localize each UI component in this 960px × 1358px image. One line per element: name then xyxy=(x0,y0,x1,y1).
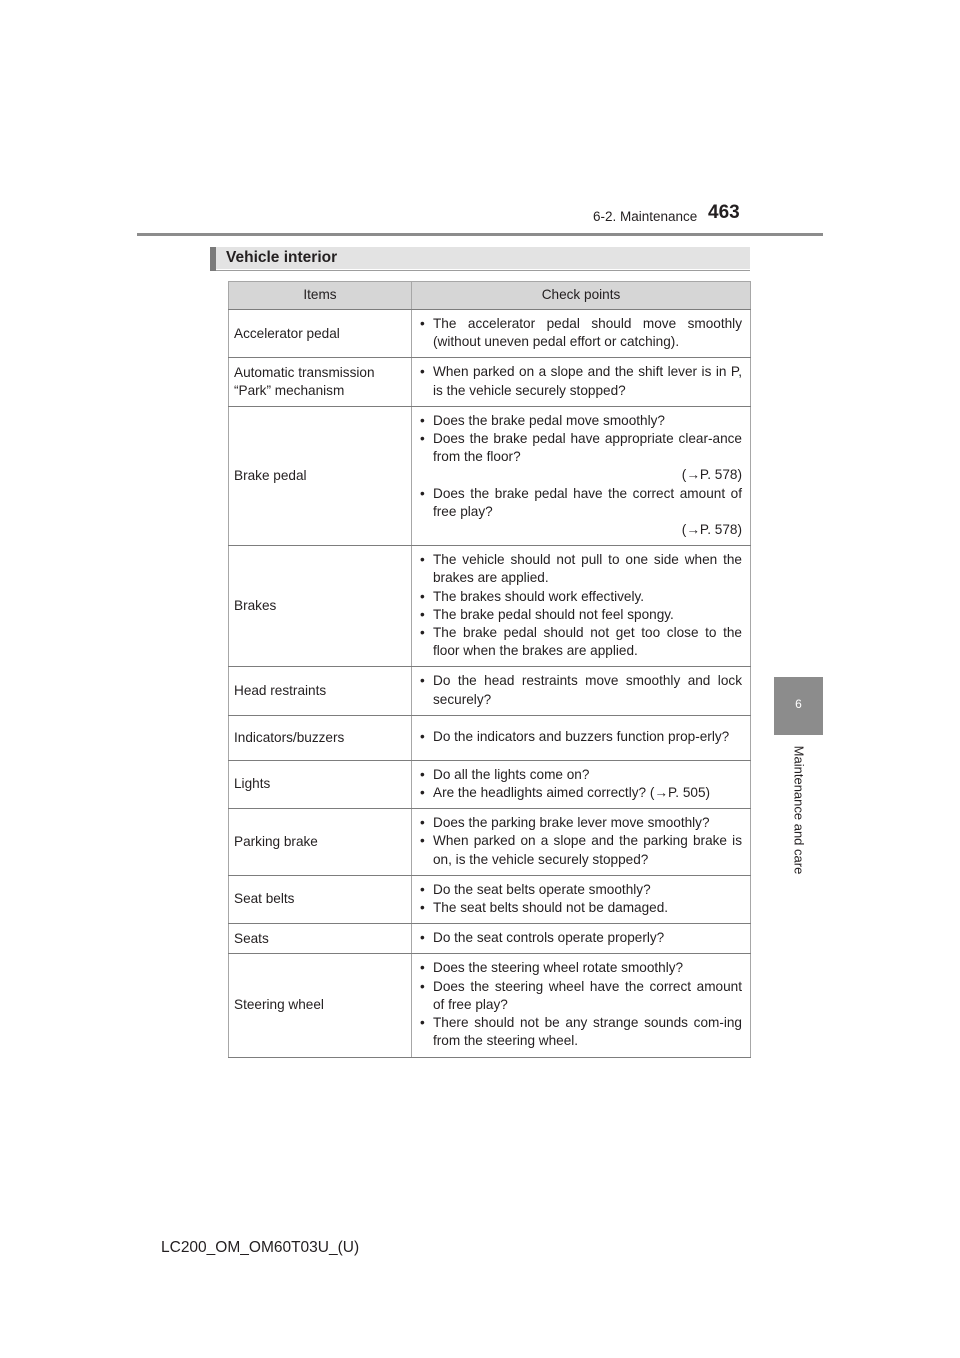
check-point xyxy=(420,899,742,917)
check-point xyxy=(420,315,742,351)
chapter-number: 6 xyxy=(795,697,802,711)
check-point xyxy=(420,672,742,708)
check-point-list xyxy=(420,551,742,660)
check-points-cell xyxy=(412,406,751,545)
check-points-cell xyxy=(412,760,751,808)
chapter-tab xyxy=(774,677,823,735)
check-point-list xyxy=(420,728,742,746)
item-cell: Automatic transmission “Park” mechanism xyxy=(229,358,412,406)
page-reference: (→P. 578) xyxy=(681,467,742,483)
check-point xyxy=(420,959,742,977)
item-cell: Steering wheel xyxy=(229,954,412,1057)
check-point-text: Does the steering wheel rotate smoothly? xyxy=(433,960,684,976)
check-point-text: Does the brake pedal have the correct amount of free play? xyxy=(433,485,742,519)
item-cell: Indicators/buzzers xyxy=(229,715,412,760)
item-cell: Seats xyxy=(229,924,412,954)
check-points-cell xyxy=(412,546,751,667)
section-heading xyxy=(210,247,750,272)
heading-accent xyxy=(210,247,216,271)
table-row xyxy=(229,310,751,358)
interior-check-table xyxy=(228,281,751,1058)
check-point-list xyxy=(420,363,742,399)
chapter-label: Maintenance and care xyxy=(791,745,807,875)
check-point xyxy=(420,412,742,430)
table-header-row xyxy=(229,282,751,310)
table-row xyxy=(229,406,751,545)
check-point xyxy=(420,881,742,899)
check-points-cell xyxy=(412,924,751,954)
check-points-cell xyxy=(412,954,751,1057)
check-point xyxy=(420,551,742,587)
check-point xyxy=(420,766,742,784)
check-point-text: Do the seat controls operate properly? xyxy=(433,930,665,946)
check-point xyxy=(420,430,742,485)
check-point xyxy=(420,485,742,540)
page-reference: (→P. 578) xyxy=(681,522,742,538)
check-point-text: Do all the lights come on? xyxy=(433,766,590,782)
check-point-text: Do the indicators and buzzers function prop-erly? xyxy=(433,729,730,745)
table-row xyxy=(229,546,751,667)
document-code: LC200_OM_OM60T03U_(U) xyxy=(161,1239,360,1256)
table-row xyxy=(229,809,751,876)
check-point-text: Are the headlights aimed correctly? (→P. 505) xyxy=(433,785,711,801)
item-cell: Head restraints xyxy=(229,667,412,715)
check-point xyxy=(420,728,742,746)
check-point xyxy=(420,1014,742,1050)
check-point-text: Does the parking brake lever move smoothly? xyxy=(433,815,710,831)
section-label: 6-2. Maintenance xyxy=(593,209,698,224)
item-cell: Seat belts xyxy=(229,875,412,923)
table-row xyxy=(229,954,751,1057)
check-point-text: Does the steering wheel have the correct amount of free play? xyxy=(433,978,742,1012)
check-point-list xyxy=(420,412,742,539)
table-row xyxy=(229,875,751,923)
check-point xyxy=(420,784,742,802)
check-point-list xyxy=(420,315,742,351)
table-row xyxy=(229,358,751,406)
item-cell: Brakes xyxy=(229,546,412,667)
item-cell: Accelerator pedal xyxy=(229,310,412,358)
check-point-list xyxy=(420,766,742,802)
table-row xyxy=(229,924,751,954)
check-point-text: The seat belts should not be damaged. xyxy=(433,900,669,916)
check-points-cell xyxy=(412,310,751,358)
check-point-list xyxy=(420,881,742,917)
check-point-text: The brake pedal should not feel spongy. xyxy=(433,606,674,622)
item-cell: Brake pedal xyxy=(229,406,412,545)
table-row xyxy=(229,667,751,715)
check-point xyxy=(420,832,742,868)
header-rule xyxy=(137,233,823,236)
check-points-cell xyxy=(412,715,751,760)
item-cell: Lights xyxy=(229,760,412,808)
table-row xyxy=(229,760,751,808)
check-point-text: Does the brake pedal move smoothly? xyxy=(433,412,665,428)
check-point xyxy=(420,624,742,660)
table-row xyxy=(229,715,751,760)
check-points-cell xyxy=(412,358,751,406)
column-header-items: Items xyxy=(229,282,412,310)
check-point-text: The accelerator pedal should move smoothly (without uneven pedal effort or catching). xyxy=(433,316,742,350)
check-point xyxy=(420,363,742,399)
check-point-text: Do the seat belts operate smoothly? xyxy=(433,881,651,897)
section-heading-title: Vehicle interior xyxy=(226,249,338,266)
check-point xyxy=(420,588,742,606)
page-number: 463 xyxy=(708,202,740,223)
check-points-cell xyxy=(412,667,751,715)
item-cell: Parking brake xyxy=(229,809,412,876)
column-header-check-points: Check points xyxy=(412,282,751,310)
check-points-cell xyxy=(412,875,751,923)
check-point xyxy=(420,814,742,832)
check-point-text: The brake pedal should not get too close to the floor when the brakes are applied. xyxy=(433,625,742,659)
check-points-cell xyxy=(412,809,751,876)
check-point xyxy=(420,929,742,947)
check-point xyxy=(420,978,742,1014)
check-point-text: Do the head restraints move smoothly and lock securely? xyxy=(433,673,742,707)
table-body xyxy=(229,310,751,1058)
check-point-list xyxy=(420,814,742,869)
check-point xyxy=(420,606,742,624)
check-point-list xyxy=(420,672,742,708)
check-point-text: There should not be any strange sounds com-ing from the steering wheel. xyxy=(433,1015,742,1049)
check-point-list xyxy=(420,929,742,947)
check-point-text: When parked on a slope and the shift lever is in P, is the vehicle securely stopped? xyxy=(433,364,742,398)
check-point-text: The vehicle should not pull to one side when the brakes are applied. xyxy=(433,552,742,586)
check-point-text: When parked on a slope and the parking brake is on, is the vehicle securely stopped? xyxy=(433,833,742,867)
check-point-list xyxy=(420,959,742,1050)
check-point-text: The brakes should work effectively. xyxy=(433,588,645,604)
check-point-text: Does the brake pedal have appropriate clear-ance from the floor? xyxy=(433,431,742,465)
